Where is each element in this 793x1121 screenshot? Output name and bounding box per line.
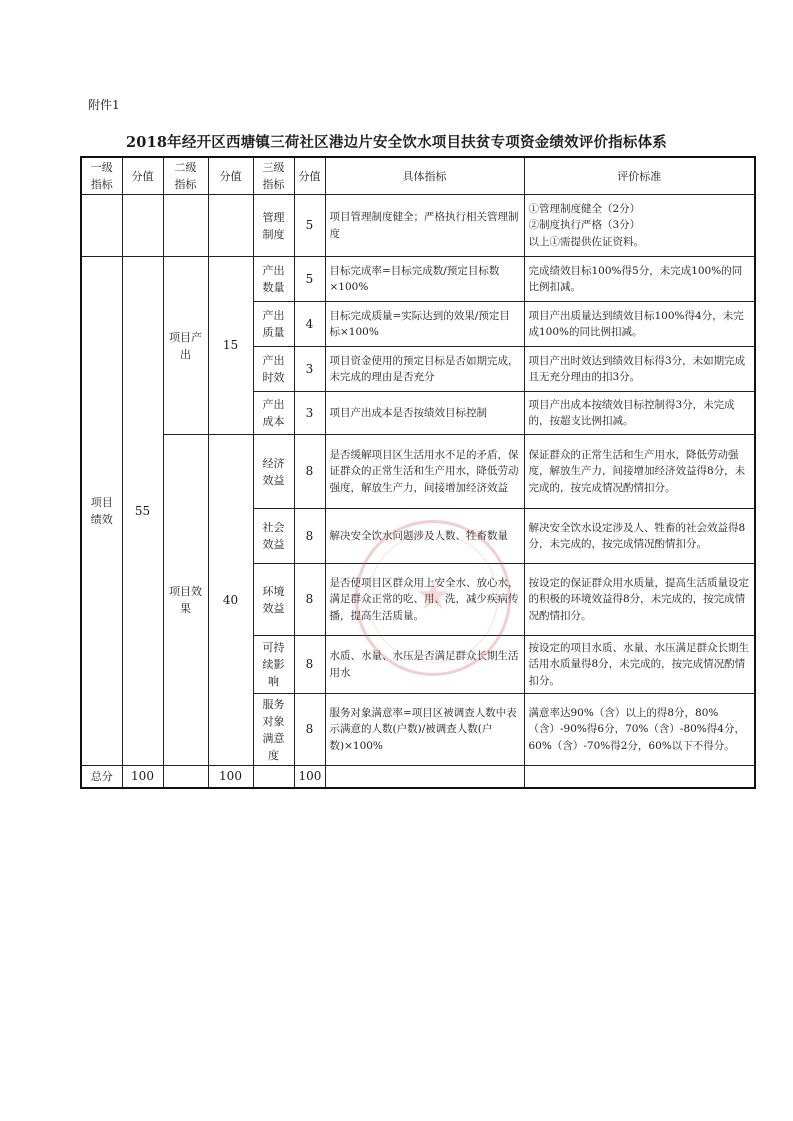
table-row [81, 257, 755, 302]
level1-name: 项目绩效 [81, 257, 122, 766]
level3-score: 8 [294, 636, 325, 694]
criteria-text: 项目产出质量达到绩效目标100%得4分，未完成100%的同比例扣减。 [524, 302, 755, 347]
criteria-text: 按设定的项目水质、水量、水压满足群众长期生活用水质量得8分，未完成的，按完成情况酌情扣分。 [524, 636, 755, 694]
level3-score: 3 [294, 347, 325, 392]
level3-name: 服务对象满意度 [253, 694, 294, 766]
indicator-text: 解决安全饮水问题涉及人数、牲畜数量 [325, 509, 524, 564]
level2-name: 项目效果 [163, 435, 208, 766]
level2-name: 项目产出 [163, 257, 208, 435]
indicator-table [80, 156, 756, 789]
level3-score: 3 [294, 392, 325, 435]
header-level2: 二级 指标 [163, 157, 208, 195]
total-score3: 100 [294, 766, 325, 788]
level3-name: 产出成本 [253, 392, 294, 435]
indicator-text: 项目管理制度健全；严格执行相关管理制度 [325, 195, 524, 257]
header-criteria: 评价标准 [524, 157, 755, 195]
criteria-text: ①管理制度健全（2分） ②制度执行严格（3分） 以上①需提供佐证资料。 [524, 195, 755, 257]
empty-cell [163, 195, 208, 257]
level3-score: 8 [294, 435, 325, 509]
indicator-text: 是否使项目区群众用上安全水、放心水，满足群众正常的吃、用、洗，减少疾病传播，提高生活质量。 [325, 564, 524, 636]
level3-name: 管理制度 [253, 195, 294, 257]
indicator-text: 水质、水量、水压是否满足群众长期生活用水 [325, 636, 524, 694]
empty-cell [163, 766, 208, 788]
criteria-text: 项目产出时效达到绩效目标得3分，未如期完成且无充分理由的扣3分。 [524, 347, 755, 392]
level3-score: 8 [294, 509, 325, 564]
indicator-text: 项目产出成本是否按绩效目标控制 [325, 392, 524, 435]
empty-cell [325, 766, 524, 788]
level2-score: 15 [208, 257, 253, 435]
level3-score: 4 [294, 302, 325, 347]
header-score2: 分值 [208, 157, 253, 195]
indicator-text: 服务对象满意率=项目区被调查人数中表示满意的人数(户数)/被调查人数(户数)×100% [325, 694, 524, 766]
header-score1: 分值 [122, 157, 163, 195]
criteria-text: 按设定的保证群众用水质量，提高生活质量设定的积极的环境效益得8分，未完成的，按完成情况酌情扣分。 [524, 564, 755, 636]
level3-score: 8 [294, 564, 325, 636]
table-row-management [81, 195, 755, 257]
level3-score: 5 [294, 257, 325, 302]
header-level3: 三级 指标 [253, 157, 294, 195]
level3-name: 社会效益 [253, 509, 294, 564]
level3-name: 产出质量 [253, 302, 294, 347]
header-level1: 一级 指标 [81, 157, 122, 195]
criteria-text: 项目产出成本按绩效目标控制得3分，未完成的，按超支比例扣减。 [524, 392, 755, 435]
header-score3: 分值 [294, 157, 325, 195]
indicator-text: 目标完成质量=实际达到的效果/预定目标×100% [325, 302, 524, 347]
total-score1: 100 [122, 766, 163, 788]
total-score2: 100 [208, 766, 253, 788]
level2-score: 40 [208, 435, 253, 766]
level3-score: 8 [294, 694, 325, 766]
header-indicator: 具体指标 [325, 157, 524, 195]
indicator-text: 是否缓解项目区生活用水不足的矛盾，保证群众的正常生活和生产用水，降低劳动强度，解放生产力，间接增加经济效益 [325, 435, 524, 509]
level3-score: 5 [294, 195, 325, 257]
indicator-text: 目标完成率=目标完成数/预定目标数×100% [325, 257, 524, 302]
total-label: 总分 [81, 766, 122, 788]
indicator-text: 项目资金使用的预定目标是否如期完成，未完成的理由是否充分 [325, 347, 524, 392]
total-row [81, 766, 755, 788]
empty-cell [122, 195, 163, 257]
level1-score: 55 [122, 257, 163, 766]
document-title: 2018年经开区西塘镇三荷社区港边片安全饮水项目扶贫专项资金绩效评价指标体系 [126, 134, 667, 151]
annex-label: 附件1 [88, 98, 120, 112]
level3-name: 产出时效 [253, 347, 294, 392]
empty-cell [253, 766, 294, 788]
empty-cell [81, 195, 122, 257]
level3-name: 可持续影响 [253, 636, 294, 694]
empty-cell [208, 195, 253, 257]
criteria-text: 满意率达90%（含）以上的得8分，80%（含）-90%得6分，70%（含）-80%得4分，60%（含）-70%得2分，60%以下不得分。 [524, 694, 755, 766]
criteria-text: 解决安全饮水设定涉及人、牲畜的社会效益得8分，未完成的，按完成情况酌情扣分。 [524, 509, 755, 564]
empty-cell [524, 766, 755, 788]
level3-name: 产出数量 [253, 257, 294, 302]
criteria-text: 保证群众的正常生活和生产用水，降低劳动强度，解放生产力，间接增加经济效益得8分，未完成的，按完成情况酌情扣分。 [524, 435, 755, 509]
level3-name: 环境效益 [253, 564, 294, 636]
seal-star-icon: ★ [415, 573, 451, 619]
criteria-text: 完成绩效目标100%得5分，未完成100%的同比例扣减。 [524, 257, 755, 302]
header-row [81, 157, 755, 195]
table-row [81, 435, 755, 509]
level3-name: 经济效益 [253, 435, 294, 509]
